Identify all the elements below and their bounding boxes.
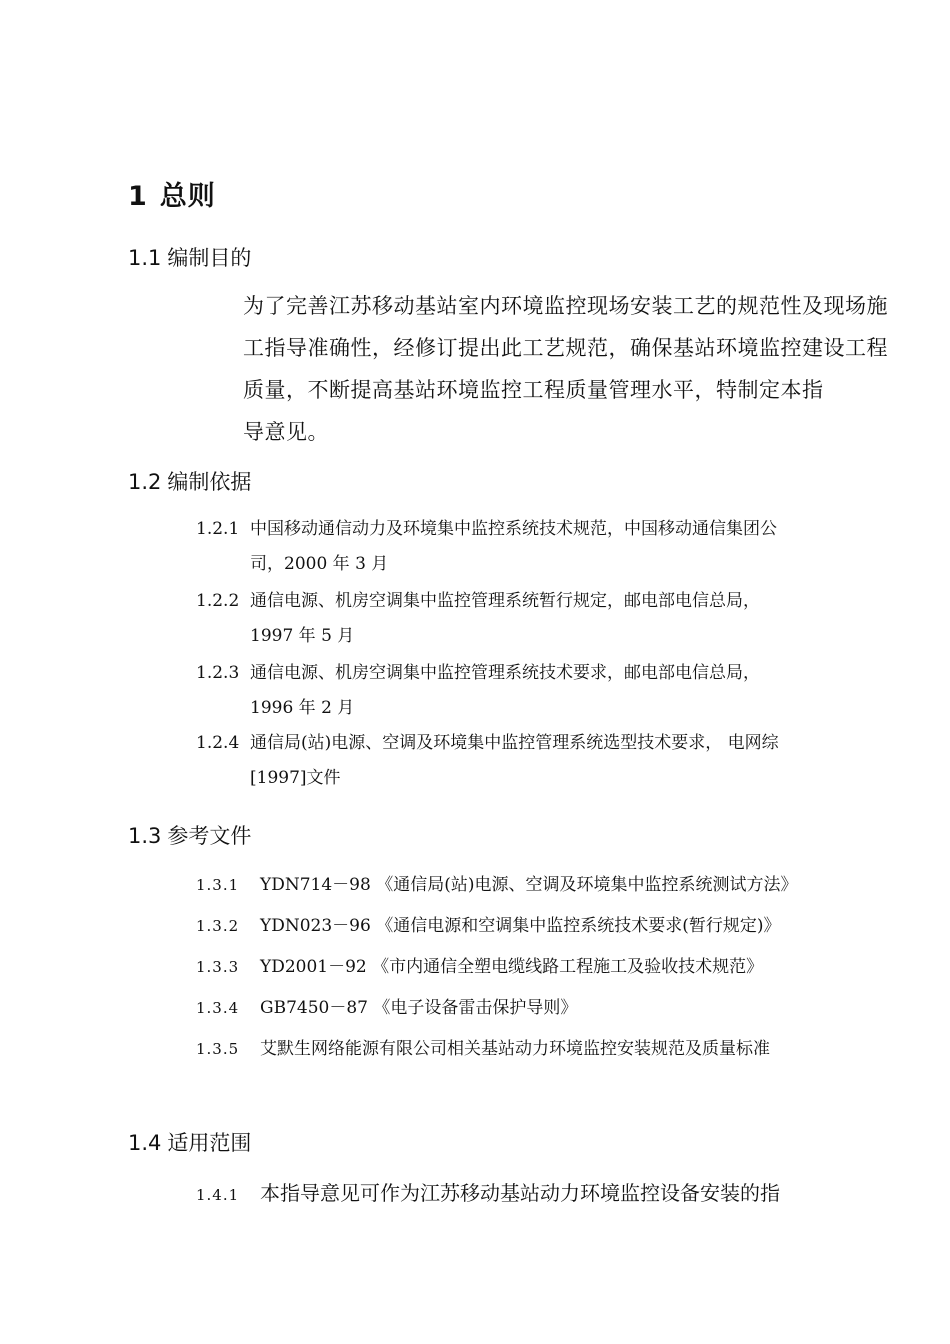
purpose-paragraph bbox=[243, 285, 888, 453]
chapter-heading bbox=[128, 174, 216, 213]
paragraph-line: 为了完善江苏移动基站室内环境监控现场安装工艺的规范性及现场施 bbox=[243, 294, 888, 318]
item-number: 1.2.3 bbox=[196, 663, 240, 683]
basis-item bbox=[196, 584, 876, 654]
reference-item bbox=[196, 994, 577, 1022]
section-heading-1-4 bbox=[128, 1127, 251, 1157]
section-title: 参考文件 bbox=[167, 824, 252, 848]
paragraph-line: 导意见。 bbox=[243, 420, 329, 444]
chapter-title: 总则 bbox=[159, 181, 216, 212]
item-text: 中国移动通信动力及环境集中监控系统技术规范，中国移动通信集团公 bbox=[250, 519, 777, 539]
section-title: 适用范围 bbox=[167, 1131, 252, 1155]
item-text: YD2001－92 《市内通信全塑电缆线路工程施工及验收技术规范》 bbox=[260, 957, 764, 977]
basis-item bbox=[196, 512, 876, 582]
item-text: 通信电源、机房空调集中监控管理系统技术要求，邮电部电信总局， bbox=[250, 663, 760, 683]
section-title: 编制依据 bbox=[167, 470, 252, 494]
reference-item bbox=[196, 912, 780, 940]
item-text-continuation: 1996 年 2 月 bbox=[250, 698, 355, 718]
paragraph-line: 工指导准确性，经修订提出此工艺规范，确保基站环境监控建设工程 bbox=[243, 336, 888, 360]
item-text-continuation: 司，2000 年 3 月 bbox=[250, 554, 389, 574]
basis-item bbox=[196, 726, 876, 796]
section-heading-1-1 bbox=[128, 242, 251, 272]
reference-item bbox=[196, 871, 797, 899]
paragraph-line: 质量，不断提高基站环境监控工程质量管理水平，特制定本指 bbox=[243, 378, 824, 402]
chapter-number: 1 bbox=[128, 181, 148, 212]
section-heading-1-3 bbox=[128, 820, 251, 850]
item-text: YDN714－98 《通信局(站)电源、空调及环境集中监控系统测试方法》 bbox=[260, 875, 798, 895]
item-text: YDN023－96 《通信电源和空调集中监控系统技术要求(暂行规定)》 bbox=[260, 916, 781, 936]
section-number: 1.4 bbox=[128, 1131, 162, 1155]
item-number: 1.2.4 bbox=[196, 733, 240, 753]
item-number: 1.3.5 bbox=[196, 1040, 240, 1058]
item-number: 1.3.3 bbox=[196, 958, 240, 976]
item-text-continuation: [1997]文件 bbox=[250, 768, 341, 788]
item-number: 1.2.1 bbox=[196, 519, 240, 539]
basis-item bbox=[196, 656, 876, 726]
item-number: 1.3.1 bbox=[196, 876, 240, 894]
item-number: 1.4.1 bbox=[196, 1186, 240, 1204]
item-number: 1.3.2 bbox=[196, 917, 240, 935]
item-text: 本指导意见可作为江苏移动基站动力环境监控设备安装的指 bbox=[260, 1181, 780, 1205]
scope-item bbox=[196, 1178, 780, 1210]
section-number: 1.2 bbox=[128, 470, 162, 494]
section-number: 1.3 bbox=[128, 824, 162, 848]
item-text: 通信局(站)电源、空调及环境集中监控管理系统选型技术要求， 电网综 bbox=[250, 733, 779, 753]
section-title: 编制目的 bbox=[167, 246, 252, 270]
item-text: 通信电源、机房空调集中监控管理系统暂行规定，邮电部电信总局， bbox=[250, 591, 760, 611]
item-number: 1.3.4 bbox=[196, 999, 240, 1017]
item-text: 艾默生网络能源有限公司相关基站动力环境监控安装规范及质量标准 bbox=[260, 1039, 770, 1059]
item-text: GB7450－87 《电子设备雷击保护导则》 bbox=[260, 998, 578, 1018]
reference-item bbox=[196, 953, 763, 981]
item-number: 1.2.2 bbox=[196, 591, 240, 611]
section-number: 1.1 bbox=[128, 246, 162, 270]
section-heading-1-2 bbox=[128, 466, 251, 496]
reference-item bbox=[196, 1035, 770, 1063]
item-text-continuation: 1997 年 5 月 bbox=[250, 626, 355, 646]
